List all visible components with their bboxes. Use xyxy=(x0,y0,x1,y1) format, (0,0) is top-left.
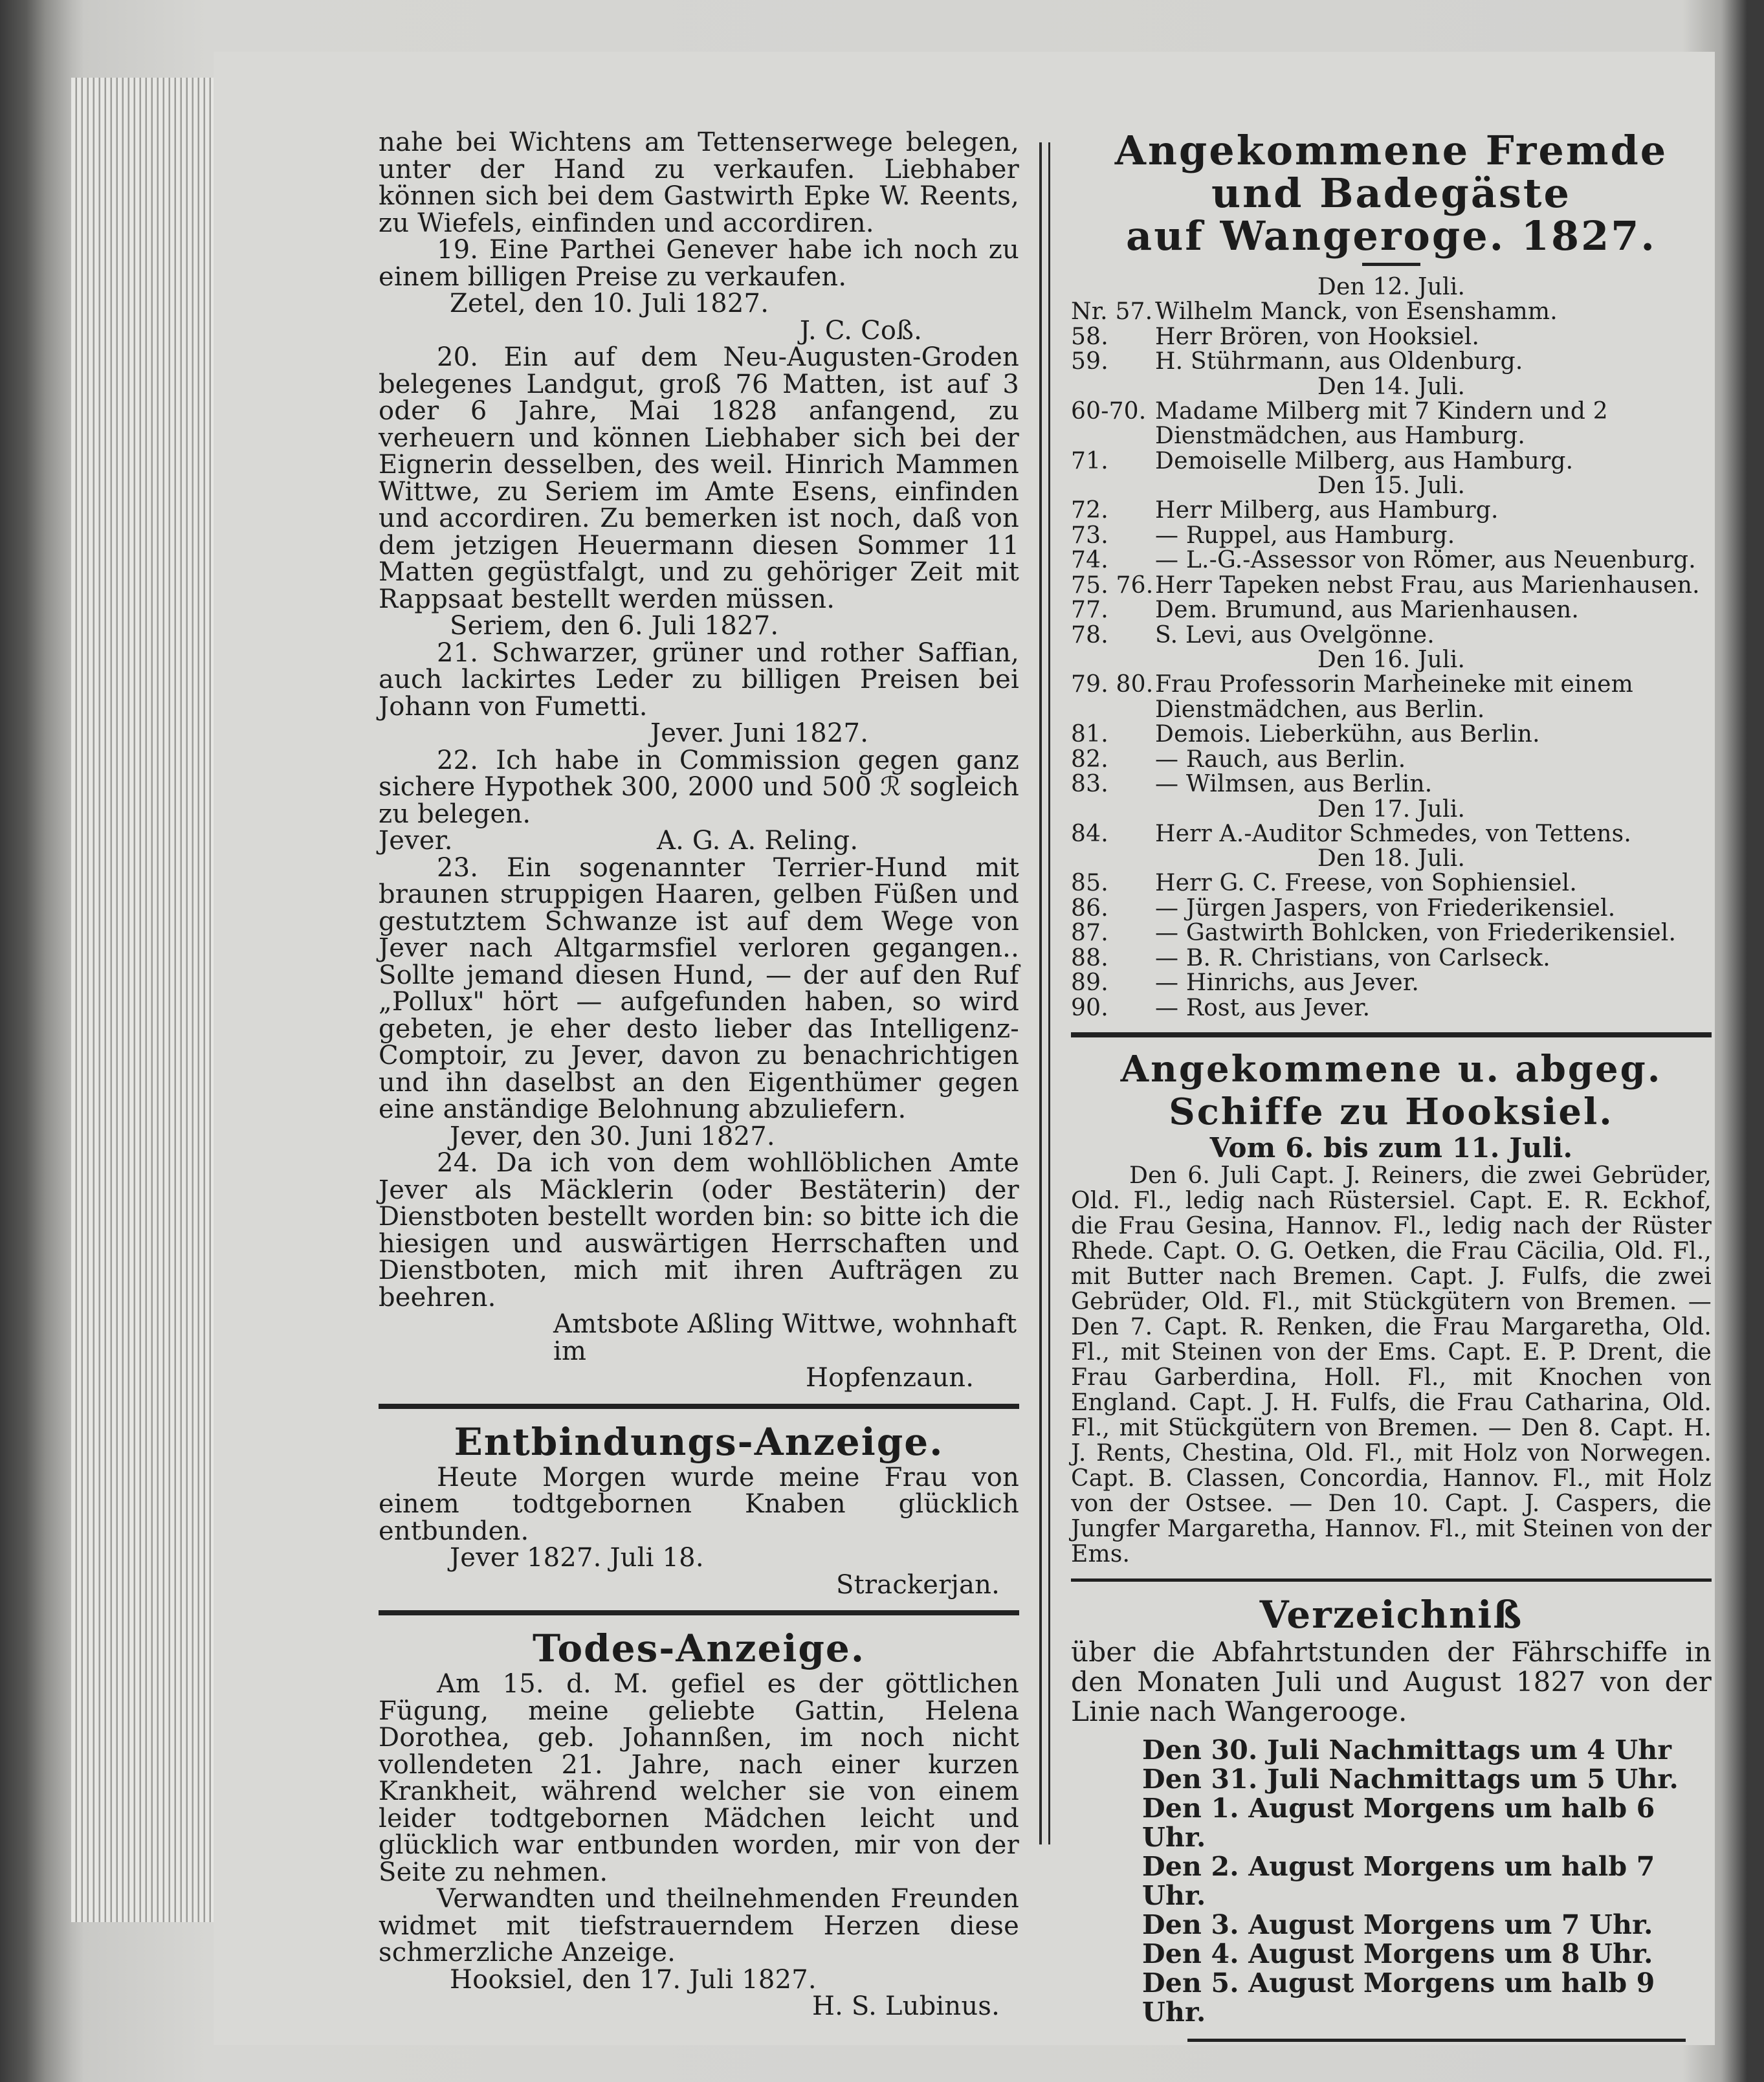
guest-entry xyxy=(1071,623,1712,648)
guest-name: Herr Brören, von Hooksiel. xyxy=(1155,323,1480,350)
guest-name: — Rost, aus Jever. xyxy=(1155,994,1371,1021)
ferry-times-list xyxy=(1071,1736,1712,2027)
guest-entry xyxy=(1071,822,1712,847)
guest-name: — Gastwirth Bohlcken, von Friederikensiel. xyxy=(1155,920,1677,946)
guest-name: — Rauch, aus Berlin. xyxy=(1155,746,1406,773)
ferry-departure: Den 2. August Morgens um halb 7 Uhr. xyxy=(1142,1851,1655,1911)
guest-entry xyxy=(1071,946,1712,971)
section-rule xyxy=(1071,1578,1712,1582)
guest-number: 81. xyxy=(1071,721,1108,748)
ad-21-tail: Jever. Juni 1827. xyxy=(650,718,869,748)
guest-entry xyxy=(1071,548,1712,573)
death-announcement-place-date: Hooksiel, den 17. Juli 1827. xyxy=(450,1964,817,1995)
guest-number: 90. xyxy=(1071,994,1108,1021)
ad-19-signature: J. C. Coß. xyxy=(799,315,922,346)
ad-20-text: 20. Ein auf dem Neu-Augusten-Groden belegenes Landgut, groß 76 Matten, ist auf 3 oder 6 Jahre, Mai 1828 anfangend, zu verheuern und können Liebhaber sich bei der Eignerin desselben, des weil. Hinrich Mammen Wittwe, zu Seriem im Amte Esens, einfinden und accordiren. Zu bemerken ist noch, daß von dem jetzigen Heuermann diesen Sommer 11 Matten gegüstfalgt, und zu gehöriger Zeit mit Rappsaat bestellt werden müssen. xyxy=(379,342,1019,614)
guest-entry xyxy=(1071,722,1712,748)
guest-number: 60-70. xyxy=(1071,397,1147,425)
ships-subheading: Vom 6. bis zum 11. Juli. xyxy=(1209,1132,1573,1164)
guest-number: 77. xyxy=(1071,597,1108,623)
guest-entry xyxy=(1071,300,1712,325)
guest-name: — Ruppel, aus Hamburg. xyxy=(1155,522,1455,549)
guest-entry xyxy=(1071,921,1712,946)
ferry-departure: Den 5. August Morgens um halb 9 Uhr. xyxy=(1142,1967,1655,2028)
guest-name: Wilhelm Manck, von Esenshamm. xyxy=(1155,298,1558,325)
right-column xyxy=(1071,129,1712,2052)
death-announcement-text-2: Verwandten und theilnehmenden Freunden widmet mit tiefstrauerndem Herzen diese schmerzliche Anzeige. xyxy=(379,1884,1019,1967)
ad-24-signature-line-2: Hopfenzaun. xyxy=(806,1363,975,1393)
guest-number: 75. 76. xyxy=(1071,571,1154,599)
guest-date: Den 18. Juli. xyxy=(1317,845,1466,872)
ad-22-signature: A. G. A. Reling. xyxy=(657,826,859,856)
guest-number: 83. xyxy=(1071,771,1108,797)
guest-entry xyxy=(1071,772,1712,797)
guest-entry xyxy=(1071,498,1712,524)
birth-announcement-heading: Entbindungs-Anzeige. xyxy=(454,1419,944,1464)
guest-number: 72. xyxy=(1071,497,1108,524)
guest-entry xyxy=(1071,349,1712,375)
guest-name: Dem. Brumund, aus Marienhausen. xyxy=(1155,597,1580,623)
guest-date: Den 14. Juli. xyxy=(1317,373,1466,400)
guest-name: H. Stührmann, aus Oldenburg. xyxy=(1155,348,1523,375)
guest-number: 59. xyxy=(1071,348,1108,375)
ad-22-footer xyxy=(379,828,1019,855)
ferry-departure: Den 3. August Morgens um 7 Uhr. xyxy=(1142,1909,1653,1940)
guest-number: 85. xyxy=(1071,870,1108,896)
section-rule xyxy=(379,1404,1019,1409)
ad-22-place: Jever. xyxy=(379,826,453,856)
birth-announcement-signature: Strackerjan. xyxy=(835,1569,1000,1600)
ad-21-text: 21. Schwarzer, grüner und rother Saffian, auch lackirtes Leder zu billigen Preisen bei Johann von Fumetti. xyxy=(379,637,1019,722)
ships-text: Den 6. Juli Capt. J. Reiners, die zwei Gebrüder, Old. Fl., ledig nach Rüstersiel. Capt. E. R. Eckhof, die Frau Gesina, Hannov. Fl., ledig nach der Rüster Rhede. Capt. O. G. Oetken, die Frau Cäcilia, Old. Fl., mit Butter nach Bremen. Capt. J. Fulfs, die zwei Gebrüder, Old. Fl., mit Stückgütern von Bremen. — Den 7. Capt. R. Renken, die Frau Margaretha, Old. Fl., mit Steinen von der Ems. Capt. E. P. Drent, die Frau Garberdina, Holl. Fl., mit Knochen von England. Capt. J. H. Fulfs, die Frau Catharina, Old. Fl., mit Stückgütern von Bremen. — Den 8. Capt. H. J. Rents, Chestina, Old. Fl., mit Holz von Norwegen. Capt. B. Classen, Concordia, Hannov. Fl., mit Holz von der Ostsee. — Den 10. Capt. J. Caspers, die Jungfer Margaretha, Hannov. Fl., mit Steinen von der Ems. xyxy=(1071,1162,1712,1567)
column-divider xyxy=(1039,142,1050,1844)
ferry-intro: über die Abfahrtstunden der Fährschiffe in den Monaten Juli und August 1827 von der Linie nach Wangerooge. xyxy=(1071,1636,1712,1727)
guest-name: — B. R. Christians, von Carlseck. xyxy=(1155,944,1550,971)
guest-number: 73. xyxy=(1071,522,1108,549)
guest-entry xyxy=(1071,573,1712,599)
guest-entry xyxy=(1071,748,1712,773)
ad-24-signature-line-1: Amtsbote Aßling Wittwe, wohnhaft im xyxy=(553,1309,1017,1366)
guest-entry xyxy=(1071,325,1712,350)
section-rule xyxy=(1187,2039,1686,2042)
guest-date: Den 15. Juli. xyxy=(1317,472,1466,499)
guest-entry xyxy=(1071,399,1712,449)
ad-24-text: 24. Da ich von dem wohllöblichen Amte Jever als Mäcklerin (oder Bestäterin) der Dienstboten bestellt worden bin: so bitte ich die hiesigen und auswärtigen Herrschaften und Dienstboten, mich mit ihren Aufträgen zu beehren. xyxy=(379,1148,1019,1312)
guest-number: 84. xyxy=(1071,820,1108,847)
guest-date: Den 17. Juli. xyxy=(1317,795,1466,823)
left-column xyxy=(379,129,1019,2021)
ferry-heading: Verzeichniß xyxy=(1259,1593,1523,1637)
guest-name: — Jürgen Jaspers, von Friederikensiel. xyxy=(1155,894,1616,922)
guest-number: 78. xyxy=(1071,621,1108,648)
guest-number: 86. xyxy=(1071,894,1108,922)
ad-19-text: 19. Eine Parthei Genever habe ich noch zu einem billigen Preise zu verkaufen. xyxy=(379,235,1019,292)
guest-entry xyxy=(1071,672,1712,722)
guest-entry xyxy=(1071,598,1712,623)
birth-announcement-text: Heute Morgen wurde meine Frau von einem todtgebornen Knaben glücklich entbunden. xyxy=(379,1462,1019,1546)
ad-22-text: 22. Ich habe in Commission gegen ganz sichere Hypothek 300, 2000 und 500 ℛ sogleich zu belegen. xyxy=(379,745,1019,829)
guest-number: 89. xyxy=(1071,969,1108,996)
death-announcement-text-1: Am 15. d. M. gefiel es der göttlichen Fügung, meine geliebte Gattin, Helena Dorothea, geb. Johannßen, im noch nicht vollendeten 21. Jahre, nach einer kurzen Krankheit, während welcher sie von einem leider todtgebornen Mädchen leicht und glücklich war entbunden worden, mir von der Seite zu nehmen. xyxy=(379,1669,1019,1887)
guest-date: Den 16. Juli. xyxy=(1317,647,1466,673)
ad-18-continuation: nahe bei Wichtens am Tettenserwege belegen, unter der Hand zu verkaufen. Liebhaber können sich bei dem Gastwirth Epke W. Reents, zu Wiefels, einfinden und accordiren. xyxy=(379,127,1019,238)
guest-name: Herr G. C. Freese, von Sophiensiel. xyxy=(1155,870,1577,896)
guest-number: 88. xyxy=(1071,944,1108,971)
ad-20-place-date: Seriem, den 6. Juli 1827. xyxy=(450,611,779,641)
section-rule xyxy=(379,1610,1019,1615)
ad-19-place-date: Zetel, den 10. Juli 1827. xyxy=(450,289,769,318)
guest-date: Den 12. Juli. xyxy=(1317,274,1466,300)
death-announcement-heading: Todes-Anzeige. xyxy=(532,1626,866,1670)
guest-number: 58. xyxy=(1071,323,1108,350)
guest-entry xyxy=(1071,896,1712,922)
birth-announcement-place-date: Jever 1827. Juli 18. xyxy=(450,1543,704,1573)
book-page-edges xyxy=(71,78,215,1922)
guest-name: — Hinrichs, aus Jever. xyxy=(1155,969,1420,996)
guest-list xyxy=(1071,275,1712,1021)
section-rule xyxy=(1071,1032,1712,1037)
guest-number: 79. 80. xyxy=(1071,671,1154,698)
ferry-departure: Den 4. August Morgens um 8 Uhr. xyxy=(1142,1938,1653,1969)
ferry-departure: Den 31. Juli Nachmittags um 5 Uhr. xyxy=(1142,1764,1679,1795)
guest-name: Herr Tapeken nebst Frau, aus Marienhausen. xyxy=(1155,571,1700,599)
ferry-departure: Den 1. August Morgens um halb 6 Uhr. xyxy=(1142,1793,1655,1853)
guest-number: Nr. 57. xyxy=(1071,298,1153,325)
guest-entry xyxy=(1071,449,1712,474)
guests-heading-line-1: Angekommene Fremde und Badegäste xyxy=(1114,127,1668,217)
guests-heading-line-2: auf Wangeroge. 1827. xyxy=(1126,212,1657,260)
guest-name: S. Levi, aus Ovelgönne. xyxy=(1155,621,1435,648)
guest-name: Herr Milberg, aus Hamburg. xyxy=(1155,497,1499,524)
death-announcement-signature: H. S. Lubinus. xyxy=(811,1991,1000,2021)
guest-name: Demois. Lieberkühn, aus Berlin. xyxy=(1155,721,1540,748)
guest-name: — L.-G.-Assessor von Römer, aus Neuenburg. xyxy=(1155,547,1696,573)
guest-name: Madame Milberg mit 7 Kindern und 2 Dienstmädchen, aus Hamburg. xyxy=(1155,397,1608,449)
guest-entry xyxy=(1071,996,1712,1021)
ships-heading: Angekommene u. abgeg. Schiffe zu Hooksiel. xyxy=(1120,1048,1662,1133)
guest-number: 71. xyxy=(1071,447,1108,474)
guest-name: — Wilmsen, aus Berlin. xyxy=(1155,771,1433,797)
guest-number: 82. xyxy=(1071,746,1108,773)
ad-23-place-date: Jever, den 30. Juni 1827. xyxy=(450,1121,775,1151)
guest-name: Demoiselle Milberg, aus Hamburg. xyxy=(1155,447,1574,474)
guest-entry xyxy=(1071,971,1712,996)
ad-23-text: 23. Ein sogenannter Terrier-Hund mit braunen struppigen Haaren, gelben Füßen und gestutztem Schwanze ist auf dem Wege von Jever nach Altgarmsfiel verloren gegangen.. Sollte jemand diesen Hund, — der auf den Ruf „Pollux" hört — aufgefunden haben, so wird gebeten, je eher desto lieber das Intelligenz-Comptoir, zu Jever, davon zu benachrichtigen und ihn daselbst an den Eigenthümer gegen eine anständige Belohnung abzuliefern. xyxy=(379,852,1019,1124)
guest-number: 87. xyxy=(1071,920,1108,946)
guest-name: Herr A.-Auditor Schmedes, von Tettens. xyxy=(1155,820,1631,847)
guest-name: Frau Professorin Marheineke mit einem Dienstmädchen, aus Berlin. xyxy=(1155,671,1633,723)
guest-entry xyxy=(1071,524,1712,549)
guest-entry xyxy=(1071,871,1712,896)
heading-rule xyxy=(1362,263,1420,266)
ferry-departure: Den 30. Juli Nachmittags um 4 Uhr xyxy=(1142,1734,1672,1766)
guest-number: 74. xyxy=(1071,547,1108,573)
